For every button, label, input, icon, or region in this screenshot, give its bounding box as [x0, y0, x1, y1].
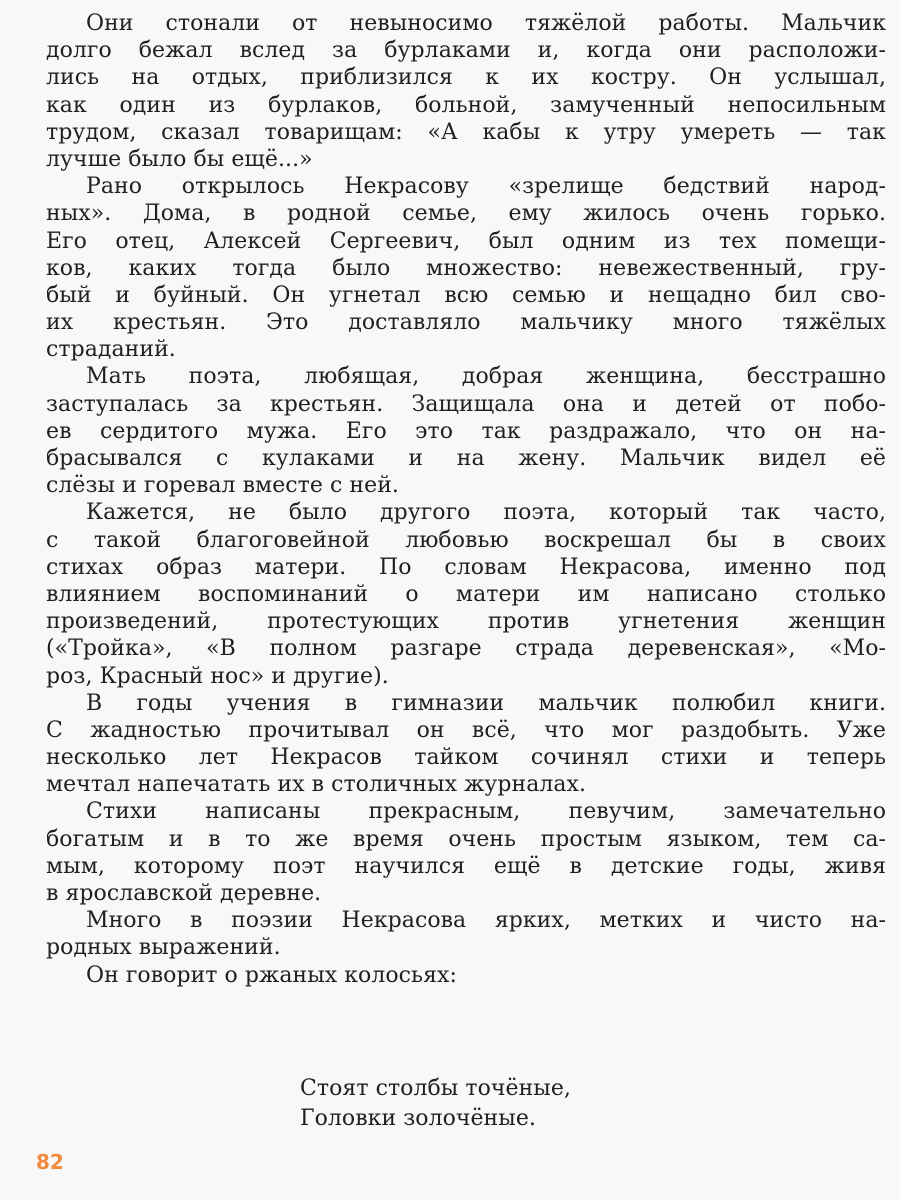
paragraph — [46, 499, 886, 689]
text-line: лись на отдых, приблизился к их костру. Он услышал, — [46, 65, 886, 91]
text-line: мым, которому поэт научился ещё в детские годы, живя — [46, 853, 886, 879]
body-text — [46, 10, 886, 989]
text-line: В годы учения в гимназии мальчик полюбил книги. — [86, 690, 886, 716]
text-line: ков, каких тогда было множество: невежественный, гру- — [46, 255, 886, 281]
text-line: брасывался с кулаками и на жену. Мальчик видел её — [46, 446, 886, 471]
text-line: заступалась за крестьян. Защищала она и детей от побо- — [46, 391, 886, 417]
text-line: долго бежал вслед за бурлаками и, когда они расположи- — [46, 38, 886, 64]
text-line: ев сердитого мужа. Его это так раздражало, что он на- — [46, 418, 886, 444]
text-line: ных». Дома, в родной семье, ему жилось очень горько. — [46, 201, 886, 227]
paragraph — [46, 363, 886, 499]
paragraph — [46, 173, 886, 363]
text-line: произведений, протестующих против угнетения женщин — [46, 609, 886, 635]
text-line: богатым и в то же время очень простым языком, тем са- — [46, 826, 886, 852]
paragraph — [46, 10, 886, 173]
text-line: Мать поэта, любящая, добрая женщина, бесстрашно — [86, 364, 886, 390]
paragraph — [46, 962, 886, 989]
text-line: («Тройка», «В полном разгаре страда деревенская», «Мо- — [46, 636, 886, 662]
text-line: лучше было бы ещё...» — [46, 146, 313, 172]
text-line: с такой благоговейной любовью воскрешал бы в своих — [46, 527, 886, 553]
text-line: стихах образ матери. По словам Некрасова, именно под — [46, 554, 886, 580]
text-line: бый и буйный. Он угнетал всю семью и нещадно бил сво- — [46, 282, 886, 308]
poem-line: Головки золочёные. — [300, 1106, 536, 1131]
text-line: С жадностью прочитывал он всё, что мог раздобыть. Уже — [46, 717, 886, 743]
text-line: Кажется, не было другого поэта, который так часто, — [86, 500, 886, 526]
text-line: родных выражений. — [46, 935, 281, 961]
poem-line: Стоят столбы точёные, — [300, 1076, 571, 1101]
text-line: слёзы и горевал вместе с ней. — [46, 473, 399, 499]
text-line: Стихи написаны прекрасным, певучим, замечательно — [86, 799, 886, 825]
paragraph — [46, 907, 886, 961]
paragraph — [46, 798, 886, 907]
text-line: Много в поэзии Некрасова ярких, метких и чисто на- — [86, 908, 886, 934]
text-line: Они стонали от невыносимо тяжёлой работы. Мальчик — [86, 11, 886, 36]
text-line: мечтал напечатать их в столичных журналах. — [46, 772, 587, 798]
page-number: 82 — [36, 1150, 64, 1174]
text-line: в ярославской деревне. — [46, 881, 322, 906]
text-line: роз, Красный нос» и другие). — [46, 663, 389, 689]
paragraph — [46, 690, 886, 799]
text-line: как один из бурлаков, больной, замученный непосильным — [46, 92, 886, 118]
text-line: влиянием воспоминаний о матери им написано столько — [46, 581, 886, 607]
text-line: их крестьян. Это доставляло мальчику много тяжёлых — [46, 310, 886, 336]
text-line: трудом, сказал товарищам: «А кабы к утру умереть — так — [46, 119, 886, 145]
poem-quote — [300, 1074, 700, 1134]
text-line: Рано открылось Некрасову «зрелище бедствий народ- — [86, 174, 886, 200]
text-line: несколько лет Некрасов тайком сочинял стихи и теперь — [46, 745, 886, 771]
text-line: Его отец, Алексей Сергеевич, был одним из тех помещи- — [46, 228, 886, 254]
text-line: страданий. — [46, 337, 176, 363]
text-line: Он говорит о ржаных колосьях: — [86, 962, 457, 988]
